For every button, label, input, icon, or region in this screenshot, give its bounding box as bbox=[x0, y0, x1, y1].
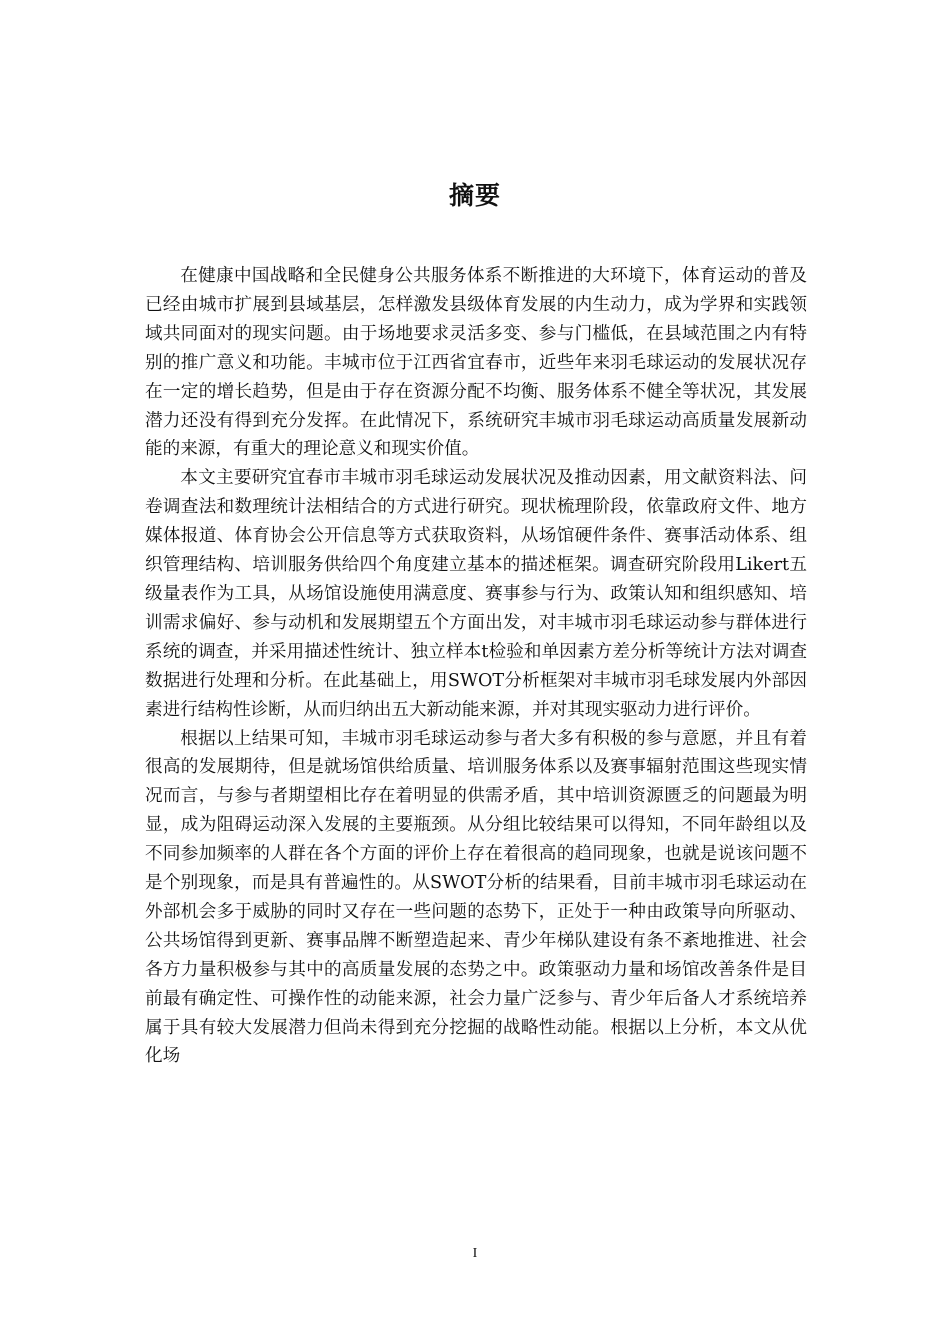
abstract-paragraph-2: 本文主要研究宜春市丰城市羽毛球运动发展状况及推动因素，用文献资料法、问卷调查法和数理统计法相结合的方式进行研究。现状梳理阶段，依靠政府文件、地方媒体报道、体育协会公开信息等方式获取资料，从场馆硬件条件、赛事活动体系、组织管理结构、培训服务供给四个角度建立基本的描述框架。调查研究阶段用Likert五级量表作为工具，从场馆设施使用满意度、赛事参与行为、政策认知和组织感知、培训需求偏好、参与动机和发展期望五个方面出发，对丰城市羽毛球运动参与群体进行系统的调查，并采用描述性统计、独立样本t检验和单因素方差分析等统计方法对调查数据进行处理和分析。在此基础上，用SWOT分析框架对丰城市羽毛球发展内外部因素进行结构性诊断，从而归纳出五大新动能来源，并对其现实驱动力进行评价。 bbox=[145, 468, 807, 720]
abstract-paragraph-3: 根据以上结果可知，丰城市羽毛球运动参与者大多有积极的参与意愿，并且有着很高的发展期待，但是就场馆供给质量、培训服务体系以及赛事辐射范围这些现实情况而言，与参与者期望相比存在着明显的供需矛盾，其中培训资源匮乏的问题最为明显，成为阻碍运动深入发展的主要瓶颈。从分组比较结果可以得知，不同年龄组以及不同参加频率的人群在各个方面的评价上存在着很高的趋同现象，也就是说该问题不是个别现象，而是具有普遍性的。从SWOT分析的结果看，目前丰城市羽毛球运动在外部机会多于威胁的同时又存在一些问题的态势下，正处于一种由政策导向所驱动、公共场馆得到更新、赛事品牌不断塑造起来、青少年梯队建设有条不紊地推进、社会各方力量积极参与其中的高质量发展的态势之中。政策驱动力量和场馆改善条件是目前最有确定性、可操作性的动能来源，社会力量广泛参与、青少年后备人才系统培养属于具有较大发展潜力但尚未得到充分挖掘的战略性动能。根据以上分析，本文从优化场 bbox=[145, 728, 807, 1067]
abstract-paragraph-1: 在健康中国战略和全民健身公共服务体系不断推进的大环境下，体育运动的普及已经由城市扩展到县域基层，怎样激发县级体育发展的内生动力，成为学界和实践领域共同面对的现实问题。由于场地要求灵活多变、参与门槛低，在县域范围之内有特别的推广意义和功能。丰城市位于江西省宜春市，近些年来羽毛球运动的发展状况存在一定的增长趋势，但是由于存在资源分配不均衡、服务体系不健全等状况，其发展潜力还没有得到充分发挥。在此情况下，系统研究丰城市羽毛球运动高质量发展新动能的来源，有重大的理论意义和现实价值。 bbox=[145, 266, 807, 460]
page-number: I bbox=[472, 1246, 478, 1261]
page-title: 摘要 bbox=[448, 181, 501, 210]
abstract-body bbox=[145, 262, 807, 1071]
